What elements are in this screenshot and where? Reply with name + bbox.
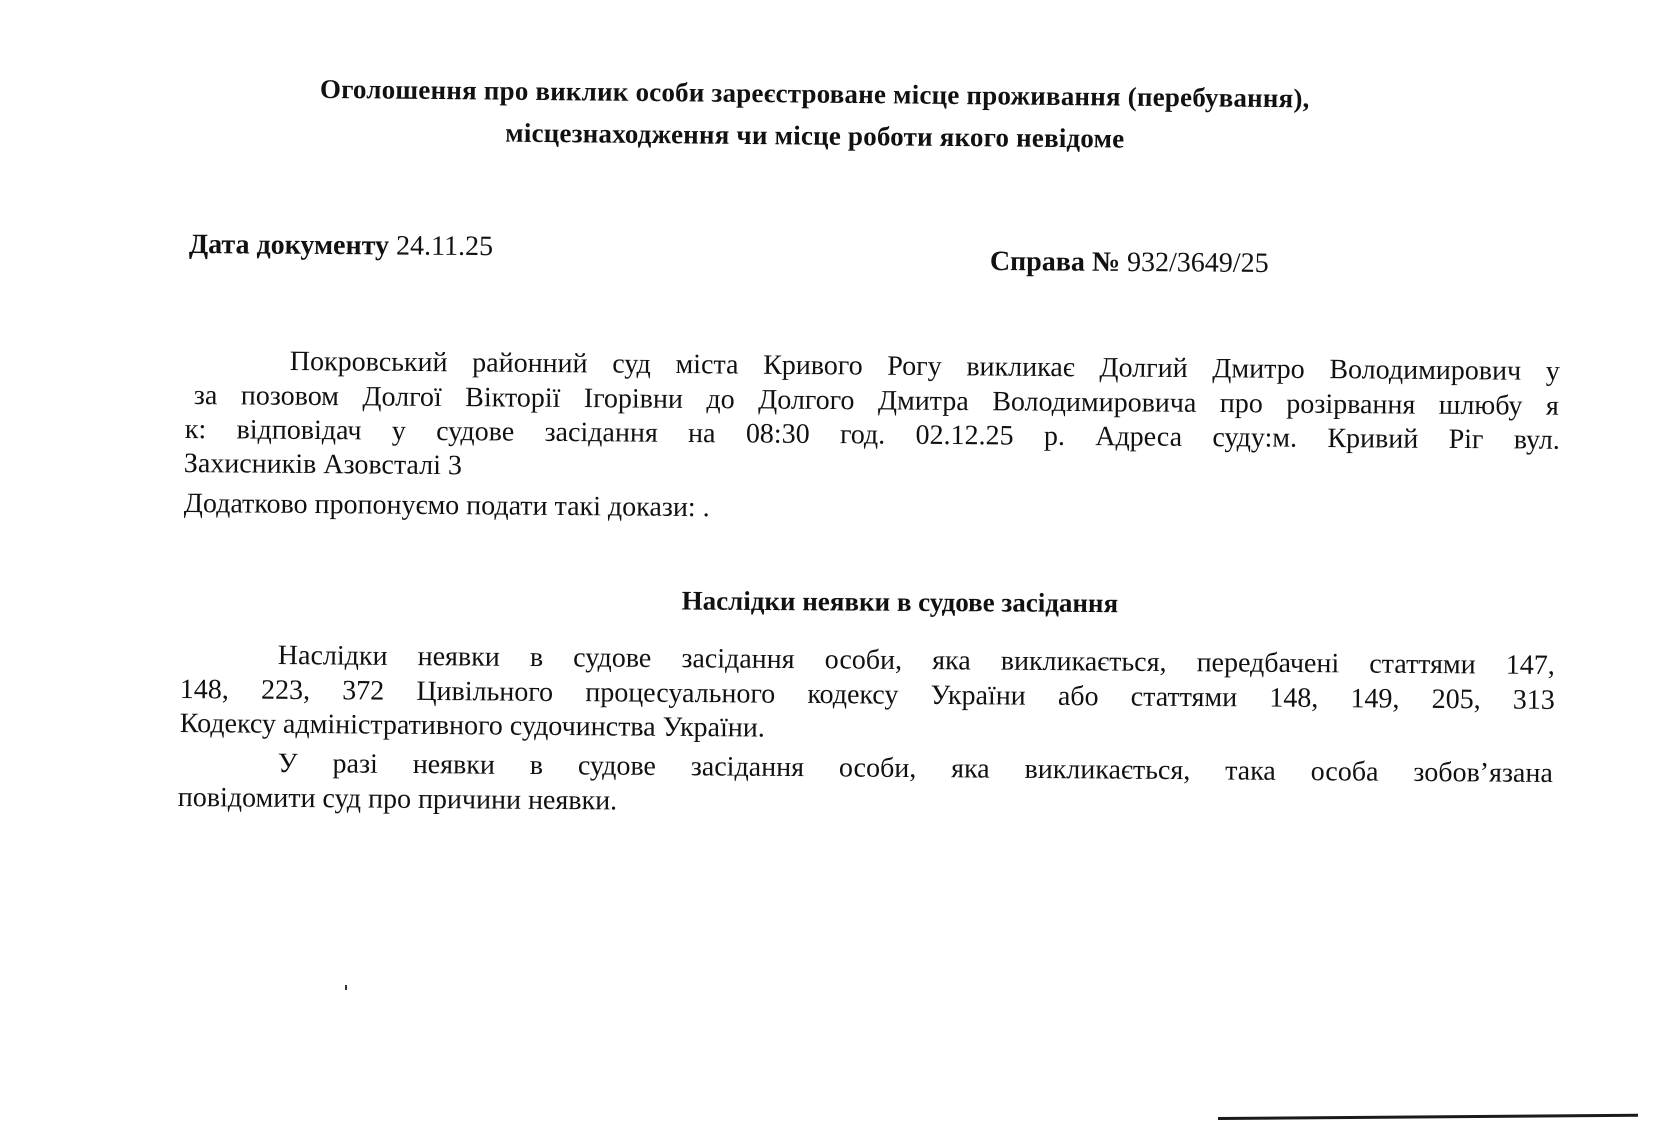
date-value: 24.11.25 [395,230,494,263]
scan-speck [345,985,347,990]
consequences-line-3: Кодексу адміністративного судочинства України. [179,708,765,744]
body-line-3: к: відповідач у судове засідання на 08:30 год. 02.12.25 р. Адреса суду:м. Кривий Ріг вул. [184,414,1560,456]
case-value: 932/3649/25 [1126,246,1269,279]
document-title-line-2: місцезнаходження чи місце роботи якого невідоме [505,117,1125,154]
document-title-line-1: Оголошення про виклик особи зареєстроване місце проживання (перебування), [319,73,1310,114]
bottom-rule-line [1218,1114,1638,1120]
case-number [990,245,1269,281]
consequences-line-2: 148, 223, 372 Цивільного процесуального кодексу України або статтями 148, 149, 205, 313 [179,674,1555,716]
date-label: Дата документу [188,228,390,262]
consequences-line-1: Наслідки неявки в судове засідання особи, яка викликається, передбачені статтями 147, [277,640,1555,682]
consequences-line-5: повідомити суд про причини неявки. [177,782,618,817]
case-label: Справа № [989,245,1121,278]
body-line-5: Додатково пропонуємо подати такі докази: . [183,488,710,524]
consequences-heading: Наслідки неявки в судове засідання [681,585,1119,619]
consequences-line-4: У разі неявки в судове засідання особи, яка викликається, така особа зобов’язана [277,748,1553,790]
body-line-2: за позовом Долгої Вікторії Ігорівни до Долгого Дмитра Володимировича про розірвання шлюбу я [193,380,1559,422]
document-date [189,228,493,264]
body-line-1: Покровський районний суд міста Кривого Рогу викликає Долгий Дмитро Володимирович у [289,346,1560,387]
body-line-4: Захисників Азовсталі 3 [183,448,463,482]
